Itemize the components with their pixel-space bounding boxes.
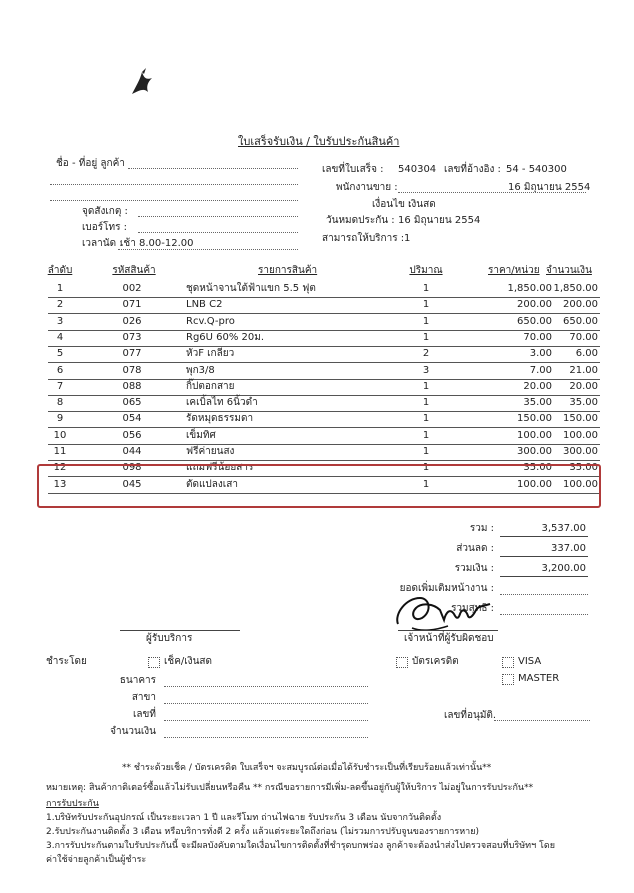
service-label: สามารถให้บริการ :	[322, 233, 405, 244]
cell-amount: 20.00	[569, 380, 598, 392]
cell-code: 056	[122, 429, 142, 441]
warranty-line-4: ค่าใช้จ่ายลูกค้าเป็นผู้ชำระ	[46, 855, 147, 865]
net-line	[500, 576, 588, 577]
number-label: เลขที่	[133, 709, 156, 720]
cell-amount: 35.00	[569, 462, 598, 474]
sum-label: รวม :	[469, 523, 494, 534]
cell-qty: 1	[422, 429, 430, 441]
cell-amount: 150.00	[563, 413, 598, 425]
cell-desc: ฟรีค่ายนสง	[186, 446, 235, 457]
net-value: 3,200.00	[541, 563, 586, 574]
cash-checkbox[interactable]	[148, 657, 160, 668]
cell-qty: 1	[422, 315, 430, 327]
cell-qty: 1	[422, 446, 430, 457]
cell-amount: 70.00	[569, 331, 598, 343]
receipt-no-label: เลขที่ใบเสร็จ :	[322, 164, 384, 175]
cell-no: 13	[53, 478, 67, 490]
amount-line	[164, 737, 368, 738]
cell-code: 078	[122, 364, 142, 376]
date-value: 16 มิถุนายน 2554	[508, 182, 591, 193]
table-row	[40, 429, 600, 445]
approval-line	[494, 720, 590, 721]
cell-desc: เคเบิ้ลไท 6นิ้วดำ	[186, 397, 258, 409]
cell-no: 11	[53, 446, 67, 457]
cell-code: 088	[122, 380, 142, 392]
cell-amount: 300.00	[563, 446, 598, 457]
ref-no: 54 - 540300	[506, 164, 567, 175]
cell-amount: 100.00	[563, 478, 598, 490]
branch-line	[164, 703, 368, 704]
cell-price: 35.00	[523, 397, 552, 409]
cell-desc: Rg6U 60% 20ม.	[186, 331, 265, 343]
cell-qty: 1	[422, 283, 430, 294]
warranty-end-label: วันหมดประกัน :	[326, 215, 395, 226]
customer-name-label: ชื่อ - ที่อยู่ ลูกค้า	[56, 158, 125, 169]
cell-amount: 35.00	[569, 397, 598, 409]
cell-no: 6	[56, 364, 64, 376]
cell-code: 044	[122, 446, 142, 457]
cell-desc: Rcv.Q-pro	[186, 315, 235, 327]
branch-label: สาขา	[131, 692, 156, 703]
payment-terms-value: เงินสด	[408, 199, 436, 210]
table-row	[40, 347, 600, 363]
cell-no: 2	[56, 299, 64, 311]
cell-no: 12	[53, 462, 67, 474]
officer-signature-line	[398, 630, 498, 631]
bird-logo-icon	[128, 64, 162, 98]
table-row	[40, 331, 600, 347]
header-desc: รายการสินค้า	[258, 265, 318, 276]
net-label: รวมเงิน :	[454, 563, 494, 574]
table-row	[40, 396, 600, 412]
customer-address-line-1	[50, 184, 298, 185]
warranty-line-2: 2.รับประกันงานติดตั้ง 3 เดือน หรือบริการทั่งดี 2 ครั้ง แล้วแต่ระยะใดถึงก่อน (ไม่รวมการปรับจูนของรายการหาย)	[46, 827, 479, 837]
cell-desc: ชุดหน้าจานใต้ฟ้าแขก 5.5 ฟุต	[186, 283, 316, 294]
master-checkbox[interactable]	[502, 674, 514, 685]
extra-line	[500, 594, 588, 595]
cell-qty: 1	[422, 331, 430, 343]
table-row	[40, 315, 600, 331]
table-row	[40, 445, 600, 461]
bank-label: ธนาคาร	[119, 675, 156, 686]
cell-price: 100.00	[517, 478, 552, 490]
cash-option-label: เช็ค/เงินสด	[164, 656, 212, 667]
cell-qty: 1	[422, 413, 430, 425]
cell-amount: 100.00	[563, 429, 598, 441]
cell-price: 300.00	[517, 446, 552, 457]
table-row	[40, 298, 600, 314]
customer-name-line	[128, 168, 298, 169]
sum-value: 3,537.00	[541, 523, 586, 534]
cell-desc: LNB C2	[186, 299, 223, 311]
cell-price: 3.00	[529, 348, 552, 360]
cell-no: 7	[56, 380, 64, 392]
number-line	[164, 720, 368, 721]
cell-no: 3	[56, 315, 64, 327]
cell-price: 35.00	[523, 462, 552, 474]
cell-qty: 1	[422, 380, 430, 392]
cell-amount: 1,850.00	[553, 283, 598, 294]
table-row	[40, 364, 600, 380]
cell-price: 100.00	[517, 429, 552, 441]
table-row	[40, 412, 600, 428]
header-amount: จำนวนเงิน	[546, 265, 592, 276]
phone-label: เบอร์โทร :	[82, 222, 128, 233]
warranty-line-1: 1.บริษัทรับประกันอุปกรณ์ เป็นระยะเวลา 1 ปี และรีโมท ถ่านไฟฉาย รับประกัน 3 เดือน นับจากวันติดตั้ง	[46, 813, 442, 823]
cell-qty: 1	[422, 462, 430, 474]
cell-no: 1	[56, 283, 64, 294]
cell-price: 150.00	[517, 413, 552, 425]
cell-code: 002	[122, 283, 142, 294]
pay-by-label: ชำระโดย	[46, 656, 87, 667]
warranty-line-3: 3.การรับประกันตามใบรับประกันนี้ จะมีผลบังคับตามใดเงื่อนไขการติดตั้งที่ชำรุดบกพร่อง ลูกค้าจะต้องนำส่งไปตรวจสอบที่บริษัทฯ โดย	[46, 841, 555, 851]
cell-code: 073	[122, 331, 142, 343]
discount-value: 337.00	[551, 543, 586, 554]
cell-qty: 3	[422, 364, 430, 376]
table-row	[40, 380, 600, 396]
cell-price: 20.00	[523, 380, 552, 392]
service-value: 1	[404, 233, 411, 244]
cell-no: 9	[56, 413, 64, 425]
discount-line	[500, 556, 588, 557]
warranty-end-value: 16 มิถุนายน 2554	[398, 215, 481, 226]
warranty-heading: การรับประกัน	[46, 799, 99, 809]
cell-desc: แถมฟรีน้อยสาร	[186, 462, 254, 474]
note-line	[138, 216, 298, 217]
visa-checkbox[interactable]	[502, 657, 514, 668]
time-line	[118, 249, 298, 250]
note-label: จุดสังเกตุ :	[82, 206, 128, 217]
cell-code: 098	[122, 462, 142, 474]
extra-label: ยอดเพิ่มเติมหน้างาน :	[399, 583, 494, 594]
cell-code: 054	[122, 413, 142, 425]
sales-label: พนักงานขาย :	[336, 182, 398, 193]
cell-qty: 1	[422, 397, 430, 409]
time-label: เวลานัด :	[82, 238, 123, 249]
table-header	[40, 264, 600, 280]
sum-line	[500, 536, 588, 537]
table-row	[40, 282, 600, 298]
card-checkbox[interactable]	[396, 657, 408, 668]
receiver-signature-line	[120, 630, 240, 631]
bank-line	[164, 686, 368, 687]
cell-amount: 200.00	[563, 299, 598, 311]
cell-code: 045	[122, 478, 142, 490]
cell-code: 077	[122, 348, 142, 360]
header-price: ราคา/หน่วย	[488, 265, 540, 276]
approval-label: เลขที่อนุมัติ.	[444, 710, 497, 721]
cell-qty: 1	[422, 299, 430, 311]
cell-qty: 1	[422, 478, 430, 490]
cell-desc: เข็มทิศ	[186, 429, 216, 441]
receiver-label: ผู้รับบริการ	[146, 633, 193, 644]
sales-line	[398, 192, 586, 193]
cell-desc: พุก3/8	[186, 364, 215, 376]
payment-terms-label: เงื่อนไข :	[372, 199, 412, 210]
phone-line	[138, 232, 298, 233]
header-code: รหัสสินค้า	[112, 265, 156, 276]
ref-no-label: เลขที่อ้างอิง :	[444, 164, 501, 175]
cell-amount: 6.00	[575, 348, 598, 360]
grand-line	[500, 614, 588, 615]
receipt-no: 540304	[398, 164, 437, 175]
footer-remark: หมายเหตุ: สินค้ากาติเตอร์ซื้อแล้วไม่รับเปลี่ยนหรือคืน ** กรณีขอรายการมีเพิ่ม-ลดขึ้นอยู่กับผู้ให้บริการ ไม่อยู่ในการรับประกัน**	[46, 783, 534, 793]
customer-address-line-2	[50, 200, 298, 201]
cell-no: 4	[56, 331, 64, 343]
cell-desc: หัวF เกลียว	[186, 348, 235, 360]
discount-label: ส่วนลด :	[456, 543, 494, 554]
cell-price: 70.00	[523, 331, 552, 343]
cell-price: 7.00	[529, 364, 552, 376]
cell-amount: 21.00	[569, 364, 598, 376]
footer-note-star: ** ชำระด้วยเช็ค / บัตรเครดิต ใบเสร็จฯ จะสมบูรณ์ต่อเมื่อได้รับชำระเป็นที่เรียบร้อยแล้วเท่านั้น**	[122, 763, 492, 773]
cell-desc: กิ๊ปตอกสาย	[186, 380, 235, 392]
header-no: ลำดับ	[47, 265, 73, 276]
cell-qty: 2	[422, 348, 430, 360]
cell-desc: รัดหมุดธรรมดา	[186, 413, 254, 425]
visa-label: VISA	[518, 656, 542, 667]
highlight-box	[37, 464, 601, 508]
master-label: MASTER	[518, 673, 560, 684]
cell-amount: 650.00	[563, 315, 598, 327]
header-qty: ปริมาณ	[409, 265, 443, 276]
cell-price: 200.00	[517, 299, 552, 311]
cell-code: 026	[122, 315, 142, 327]
card-option-label: บัตรเครดิต	[412, 656, 459, 667]
grand-label: รวมสุทธิ :	[451, 603, 494, 614]
cell-no: 5	[56, 348, 64, 360]
cell-no: 8	[56, 397, 64, 409]
officer-label: เจ้าหน้าที่ผู้รับผิดชอบ	[404, 633, 494, 644]
cell-no: 10	[53, 429, 67, 441]
amount-label: จำนวนเงิน	[110, 726, 156, 737]
cell-desc: ตัดแปลงเสา	[186, 478, 238, 490]
cell-price: 1,850.00	[507, 283, 552, 294]
cell-code: 071	[122, 299, 142, 311]
document-title: ใบเสร็จรับเงิน / ใบรับประกันสินค้า	[238, 135, 400, 148]
time-value: เช้า 8.00-12.00	[120, 238, 194, 249]
cell-price: 650.00	[517, 315, 552, 327]
cell-code: 065	[122, 397, 142, 409]
